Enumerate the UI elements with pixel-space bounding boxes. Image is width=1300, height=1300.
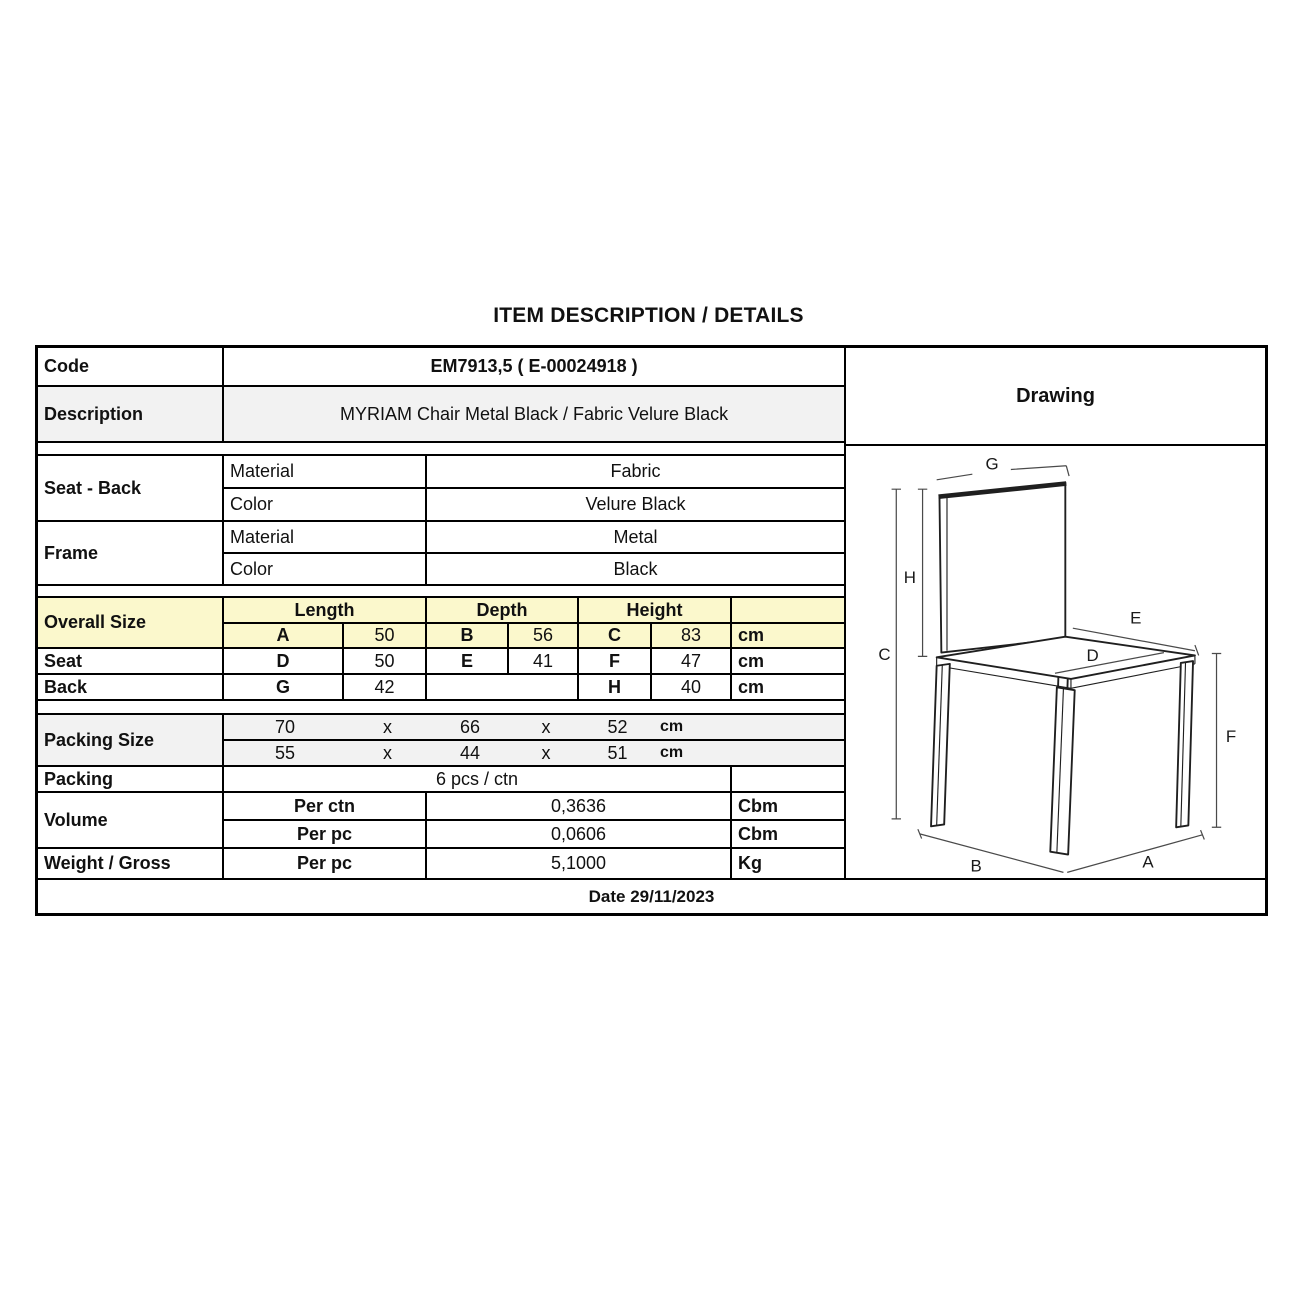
spec-table — [38, 348, 844, 878]
seat-back-material-value: Fabric — [426, 455, 844, 488]
dim-value-b: 56 — [508, 623, 578, 648]
per-pc-label: Per pc — [223, 820, 426, 848]
weight-value: 5,1000 — [426, 848, 731, 878]
packing-empty-cell — [731, 766, 844, 792]
volume-ctn-row — [38, 792, 844, 820]
material-label: Material — [223, 455, 426, 488]
seat-unit: cm — [731, 648, 844, 674]
packing-row — [38, 766, 844, 792]
weight-label: Weight / Gross — [38, 848, 223, 878]
code-row — [38, 348, 844, 386]
dim-letter-e: E — [426, 648, 508, 674]
per-ctn-label: Per ctn — [223, 792, 426, 820]
packing-size-label: Packing Size — [38, 714, 223, 766]
pack2-x1: x — [383, 742, 392, 763]
dim-label-h: H — [903, 568, 917, 588]
dim-letter-d: D — [223, 648, 343, 674]
frame-material-row — [38, 521, 844, 553]
volume-ctn-value: 0,3636 — [426, 792, 731, 820]
dim-line-b — [918, 829, 1064, 872]
frame-color-value: Black — [426, 553, 844, 585]
overall-size-label: Overall Size — [38, 597, 223, 648]
volume-label: Volume — [38, 792, 223, 848]
frame-label: Frame — [38, 521, 223, 585]
pack1-unit: cm — [660, 718, 684, 735]
seat-size-row — [38, 648, 844, 674]
pack1-x2: x — [541, 716, 551, 737]
back-unit: cm — [731, 674, 844, 700]
pack2-unit: cm — [660, 744, 684, 761]
dim-label-b: B — [970, 856, 982, 876]
description-label: Description — [38, 386, 223, 442]
dim-value-d: 50 — [343, 648, 426, 674]
dim-value-c: 83 — [651, 623, 731, 648]
dim-label-d: D — [1086, 646, 1099, 666]
pack1-l: 70 — [274, 716, 296, 737]
dim-line-h — [918, 489, 927, 656]
volume-pc-value: 0,0606 — [426, 820, 731, 848]
size-header-row — [38, 597, 844, 623]
dim-letter-g: G — [223, 674, 343, 700]
pack1-x1: x — [383, 716, 392, 737]
size-header-unit-cell — [731, 597, 844, 623]
drawing-body — [846, 446, 1265, 878]
seat-back-material-row — [38, 455, 844, 488]
packing-size-values-2 — [223, 740, 844, 766]
weight-row — [38, 848, 844, 878]
packing-label: Packing — [38, 766, 223, 792]
dim-line-c — [892, 489, 901, 819]
dim-letter-b: B — [426, 623, 508, 648]
weight-per-pc-label: Per pc — [223, 848, 426, 878]
depth-header: Depth — [426, 597, 578, 623]
dim-letter-f: F — [578, 648, 651, 674]
spacer-row — [38, 700, 844, 714]
dim-label-c: C — [878, 645, 891, 665]
dim-label-f: F — [1225, 726, 1237, 746]
dim-line-a — [1067, 830, 1204, 872]
dim-line-g — [937, 466, 1069, 480]
back-label: Back — [38, 674, 223, 700]
dim-letter-h: H — [578, 674, 651, 700]
page-title: ITEM DESCRIPTION / DETAILS — [493, 304, 804, 327]
packing-size-values-1 — [223, 714, 844, 740]
dim-letter-a: A — [223, 623, 343, 648]
drawing-panel — [844, 348, 1265, 878]
chair-drawing — [846, 446, 1265, 878]
packing-value: 6 pcs / ctn — [223, 766, 731, 792]
chair-backrest — [940, 483, 1066, 653]
pack2-x2: x — [541, 742, 551, 763]
date-text: Date 29/11/2023 — [588, 886, 715, 906]
dim-value-a: 50 — [343, 623, 426, 648]
spec-frame — [35, 345, 1268, 916]
overall-unit: cm — [731, 623, 844, 648]
packing-size-row-1 — [38, 714, 844, 740]
dim-label-g: G — [985, 454, 999, 474]
dim-letter-c: C — [578, 623, 651, 648]
volume-pc-unit: Cbm — [731, 820, 844, 848]
pack2-w: 44 — [459, 742, 481, 763]
weight-unit: Kg — [731, 848, 844, 878]
spacer-row — [38, 442, 844, 455]
code-value: EM7913,5 ( E-00024918 ) — [223, 348, 844, 386]
dim-value-f: 47 — [651, 648, 731, 674]
seat-back-label: Seat - Back — [38, 455, 223, 521]
description-row — [38, 386, 844, 442]
chair-left-leg — [931, 664, 950, 826]
dim-value-e: 41 — [508, 648, 578, 674]
volume-ctn-unit: Cbm — [731, 792, 844, 820]
dim-label-a: A — [1142, 852, 1154, 872]
back-empty-cell — [426, 674, 578, 700]
dim-value-g: 42 — [343, 674, 426, 700]
date-row — [38, 878, 1265, 913]
seat-back-color-value: Velure Black — [426, 488, 844, 521]
pack2-h: 51 — [607, 742, 628, 763]
description-value: MYRIAM Chair Metal Black / Fabric Velure Black — [223, 386, 844, 442]
height-header: Height — [578, 597, 731, 623]
pack1-h: 52 — [607, 716, 628, 737]
dim-label-e: E — [1130, 608, 1142, 628]
dim-line-f — [1212, 654, 1221, 828]
color-label: Color — [223, 553, 426, 585]
material-label: Material — [223, 521, 426, 553]
color-label: Color — [223, 488, 426, 521]
seat-label: Seat — [38, 648, 223, 674]
spacer-row — [38, 585, 844, 597]
pack1-w: 66 — [459, 716, 481, 737]
pack2-l: 55 — [274, 742, 296, 763]
back-size-row — [38, 674, 844, 700]
length-header: Length — [223, 597, 426, 623]
spec-upper — [38, 348, 1265, 878]
code-label: Code — [38, 348, 223, 386]
dim-value-h: 40 — [651, 674, 731, 700]
frame-material-value: Metal — [426, 521, 844, 553]
drawing-header: Drawing — [846, 348, 1265, 446]
